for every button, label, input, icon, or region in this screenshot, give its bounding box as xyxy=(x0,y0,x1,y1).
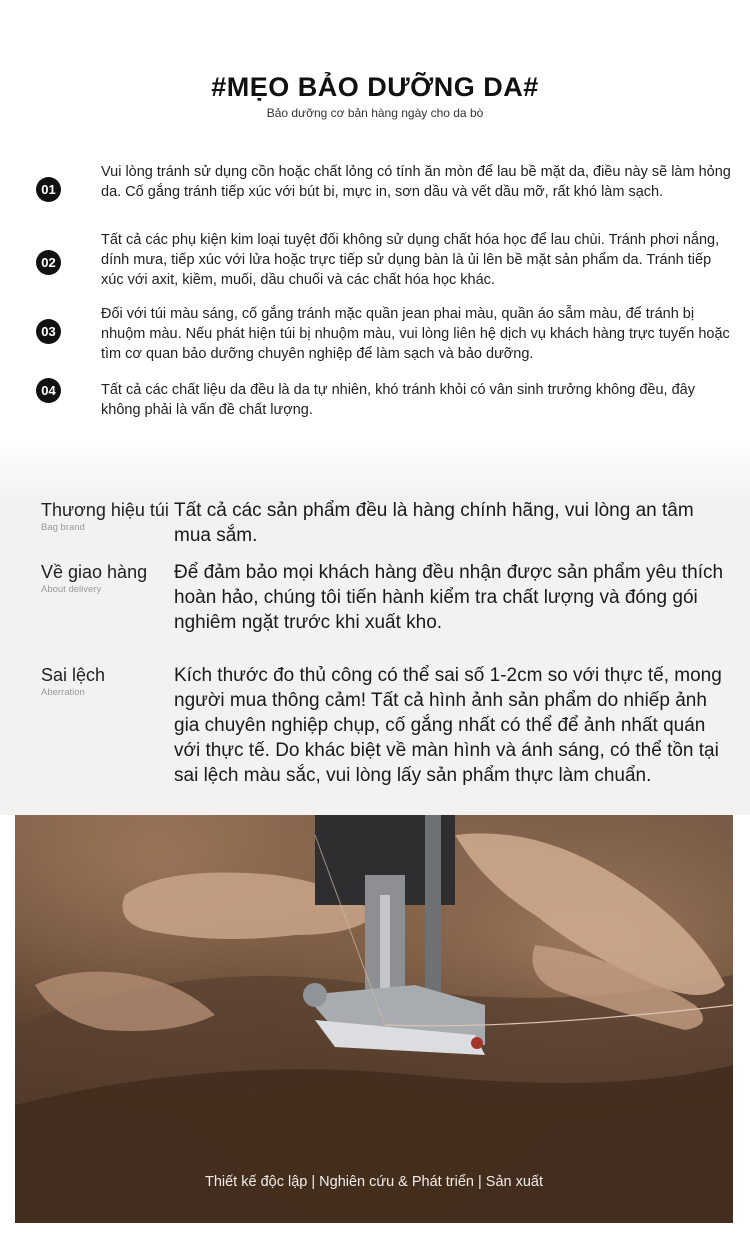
info-text: Để đảm bảo mọi khách hàng đều nhận được sản phẩm yêu thích hoàn hảo, chúng tôi tiến hành kiểm tra chất lượng và đóng gói nghiêm ngặt trước khi xuất kho. xyxy=(174,562,724,633)
tip-number-badge: 02 xyxy=(36,250,61,275)
tip-text: Tất cả các chất liệu da đều là da tự nhiên, khó tránh khỏi có vân sinh trưởng không đều, đây không phải là vấn đề chất lượng. xyxy=(101,382,695,418)
tip-text: Vui lòng tránh sử dụng cồn hoặc chất lỏng có tính ăn mòn để lau bề mặt da, điều này sẽ làm hỏng da. Cố gắng tránh tiếp xúc với bút bi, mực in, sơn dầu và vết dầu mỡ, rất khó làm sạch. xyxy=(101,164,731,200)
info-label-box xyxy=(41,560,171,595)
info-label-en: Aberration xyxy=(41,687,85,698)
tip-number-badge: 04 xyxy=(36,378,61,403)
info-text: Tất cả các sản phẩm đều là hàng chính hãng, vui lòng an tâm mua sắm. xyxy=(174,500,694,546)
tip-text: Đối với túi màu sáng, cố gắng tránh mặc quần jean phai màu, quần áo sẫm màu, để tránh bị nhuộm màu. Nếu phát hiện túi bị nhuộm màu, vui lòng liên hệ dịch vụ khách hàng trực tuyến hoặc tìm cơ quan bảo dưỡng chuyên nghiệp để làm sạch và bảo dưỡng. xyxy=(101,306,730,362)
product-info-section xyxy=(0,495,750,815)
info-label-box xyxy=(41,663,171,698)
info-label-en: About delivery xyxy=(41,584,102,595)
photo-caption: Thiết kế độc lập | Nghiên cứu & Phát triển | Sản xuất xyxy=(204,1174,544,1190)
tip-text: Tất cả các phụ kiện kim loại tuyệt đối không sử dụng chất hóa học để lau chùi. Tránh phơi nắng, dính mưa, tiếp xúc với lửa hoặc trực tiếp sử dụng bàn là ủi lên bề mặt sản phẩm da. Tránh tiếp xúc với axit, kiềm, muối, dầu chuối và các chất hóa học khác. xyxy=(101,232,720,288)
sewing-machine-photo xyxy=(15,815,733,1223)
page-subtitle: Bảo dưỡng cơ bản hàng ngày cho da bò xyxy=(266,106,484,120)
info-label-en: Bag brand xyxy=(41,522,85,533)
info-text: Kích thước đo thủ công có thể sai số 1-2cm so với thực tế, mong người mua thông cảm! Tất cả hình ảnh sản phẩm do nhiếp ảnh gia chuyên nghiệp chụp, cố gắng nhất có thể để ảnh nhất quán với thực tế. Do khác biệt về màn hình và ánh sáng, có thể tồn tại sai lệch màu sắc, vui lòng lấy sản phẩm thực làm chuẩn. xyxy=(174,665,722,786)
sewing-scene-illustration xyxy=(15,815,733,1223)
tip-number-badge: 03 xyxy=(36,319,61,344)
care-tips-section xyxy=(0,0,750,455)
tip-number-badge: 01 xyxy=(36,177,61,202)
section-fade xyxy=(0,440,750,500)
info-label-box xyxy=(41,498,171,533)
page-title: #MẸO BẢO DƯỠNG DA# xyxy=(211,72,539,102)
info-label: Về giao hàng xyxy=(41,562,148,582)
info-label: Thương hiệu túi xyxy=(41,500,169,520)
info-label: Sai lệch xyxy=(41,665,106,685)
